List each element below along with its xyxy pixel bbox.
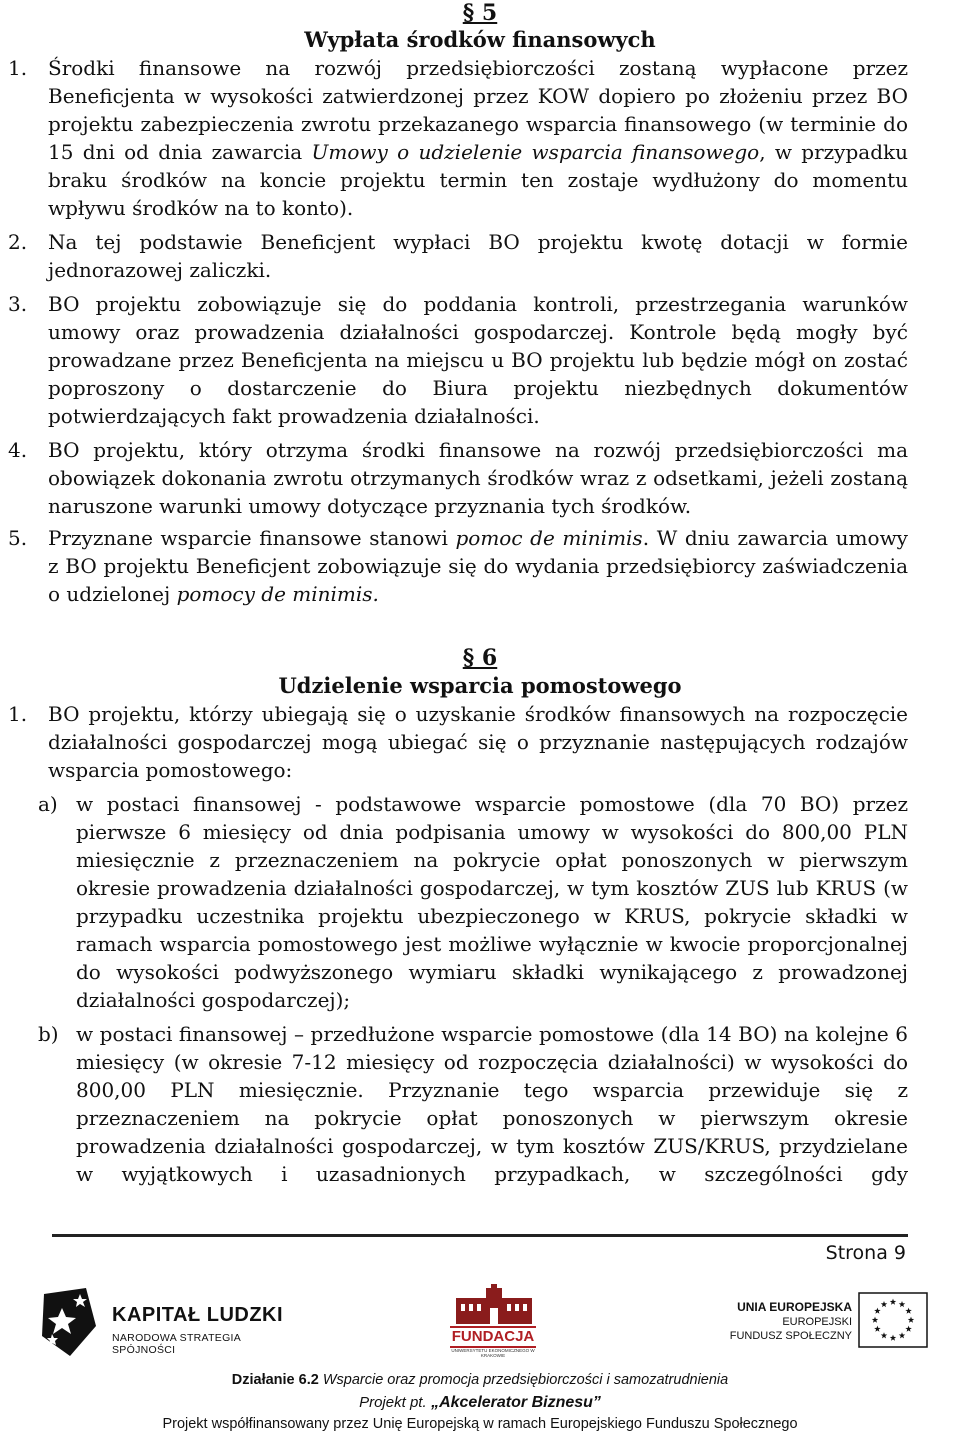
section-5-heading [0,0,960,54]
eu-efs-logo: UNIA EUROPEJSKA EUROPEJSKI FUNDUSZ SPOŁECZNY [728,1282,928,1362]
section-title: Wypłata środków finansowych [304,27,656,52]
footer-action: Działanie 6.2 Wsparcie oraz promocja przedsiębiorczości i samozatrudnienia [231,1372,729,1388]
list-item: 2. Na tej podstawie Beneficjent wypłaci BO projektu kwotę dotacji w formie jednorazowej zaliczki. [8,230,908,282]
list-item: 1. Środki finansowe na rozwój przedsiębiorczości zostaną wypłacone przez Beneficjenta w wysokości zatwierdzonej przez KOW dopiero po złożeniu przez BO projektu zabezpieczenia zwrotu przekazanego wsparcia finansowego (w terminie do 15 dni od dnia zawarcia Umowy o udzielenie wsparcia finansowego, w przypadku braku środków na koncie projektu termin ten zostaje wydłużony do momentu wpływu środków na to konto). [8,56,909,220]
section-6-heading [0,644,960,700]
logo-bar [0,1282,960,1362]
footer-cofinancing: Projekt współfinansowany przez Unię Europejską w ramach Europejskiego Funduszu Społecznego [162,1416,798,1432]
sub-item-a: a) w postaci finansowej - podstawowe wsparcie pomostowe (dla 70 BO) przez pierwsze 6 miesięcy od dnia podpisania umowy w wysokości do 800,00 PLN miesięcznie z przeznaczeniem na pokrycie opłat ponoszonych w pierwszym okresie prowadzenia działalności gospodarczej, w tym kosztów ZUS lub KRUS (w przypadku uczestnika projektu ubezpieczonego w KRUS, pokrycie składki w ramach wsparcia pomostowego jest możliwe wyłącznie w kwocie proporcjonalnej do wysokości podwyższonego wymiaru składki wynikającego z prowadzonej działalności gospodarczej); [38,792,908,1012]
sub-item-b: b) w postaci finansowej – przedłużone wsparcie pomostowe (dla 14 BO) na kolejne 6 miesięcy (w okresie 7-12 miesięcy od rozpoczęcia działalności) w wysokości do 800,00 PLN miesięcznie. Przyznanie tego wsparcia przewiduje się z przeznaczeniem na pokrycie opłat ponoszonych w pierwszym okresie prowadzenia działalności gospodarczej, w tym kosztów ZUS/KRUS, przydzielane w wyjątkowych i uzasadnionych przypadkach, w szczególności gdy [38,1022,908,1186]
list-item: 1. BO projektu, którzy ubiegają się o uzyskanie środków finansowych na rozpoczęcie działalności gospodarczej mogą ubiegać się o przyznanie następujących rodzajów wsparcia pomostowego: [8,702,908,782]
list-item: 5. Przyznane wsparcie finansowe stanowi pomoc de minimis. W dniu zawarcia umowy z BO projektu Beneficjent zobowiązuje się do wydania przedsiębiorcy zaświadczenia o udzielonej pomocy de minimis. [8,526,908,606]
list-item: 3. BO projektu zobowiązuje się do poddania kontroli, przestrzegania warunków umowy oraz prowadzenia działalności gospodarczej. Kontrole będą mogły być prowadzane przez Beneficjenta na miejscu u BO projektu lub będzie mógł on zostać poproszony o dostarczenie do Biura projektu niezbędnych dokumentów potwierdzających fakt prowadzenia działalności. [8,292,908,428]
eu-flag-icon [858,1292,928,1348]
footer-rule [52,1234,908,1237]
section-sign: § 6 [462,645,498,671]
footer-project: Projekt pt. „Akcelerator Biznesu” [359,1394,601,1411]
kapital-ludzki-logo: KAPITAŁ LUDZKI NARODOWA STRATEGIA SPÓJNOŚCI [40,1282,300,1362]
fundacja-logo: FUNDACJA UNIWERSYTETU EKONOMICZNEGO W KRAKOWIE [448,1282,538,1362]
section-title: Udzielenie wsparcia pomostowego [278,673,682,698]
university-building-icon [452,1284,536,1326]
page-number: Strona 9 [825,1242,906,1264]
kapital-ludzki-star-icon [40,1286,100,1358]
section-sign: § 5 [462,0,498,26]
list-item: 4. BO projektu, który otrzyma środki finansowe na rozwój przedsiębiorczości ma obowiązek dokonania zwrotu otrzymanych środków wraz z odsetkami, jeżeli zostaną naruszone warunki umowy dotyczące przyznania tych środków. [8,438,908,518]
